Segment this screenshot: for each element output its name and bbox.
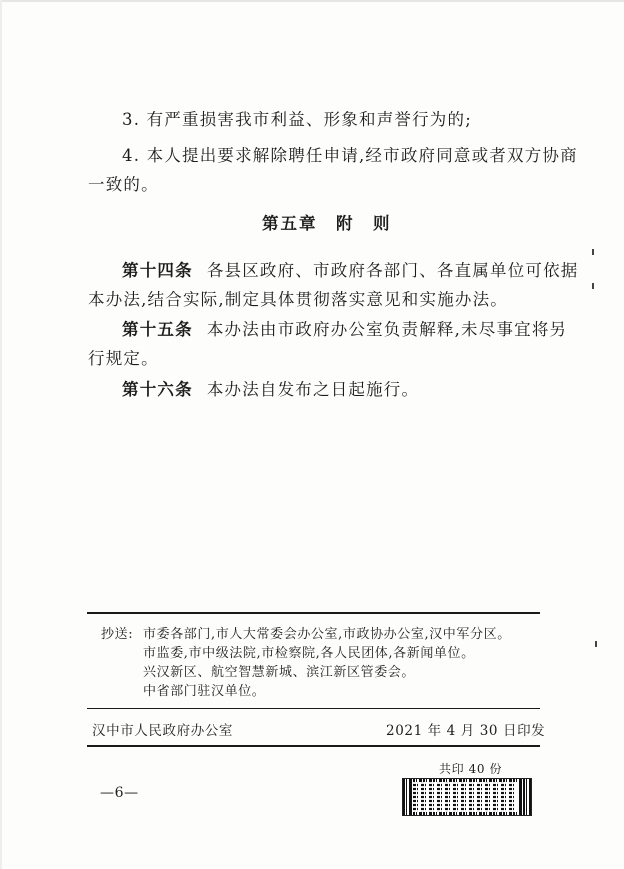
- cc-line-1: 市委各部门,市人大常委会办公室,市政协办公室,汉中军分区。: [143, 627, 511, 642]
- margin-mark: [592, 283, 594, 289]
- article-15-line1: [122, 320, 567, 340]
- barcode-image: [402, 778, 532, 816]
- footer-rule: [87, 745, 540, 747]
- article-14-label: 第十四条: [122, 261, 193, 280]
- article-16-line1: [122, 380, 419, 400]
- cc-label: 抄送:: [101, 627, 134, 642]
- article-15-line2: 行规定。: [88, 349, 159, 368]
- article-15-text: 本办法由市政府办公室负责解释,未尽事宜将另: [206, 320, 568, 339]
- cc-bottom-rule: [87, 708, 540, 709]
- article-16-label: 第十六条: [122, 380, 193, 399]
- list-item-4-line1: 4. 本人提出要求解除聘任申请,经市政府同意或者双方协商: [122, 146, 578, 165]
- copies-count: 共印 40 份: [439, 762, 503, 776]
- page-edge-top: [0, 0, 624, 2]
- margin-mark: [595, 641, 597, 647]
- cc-line-3: 兴汉新区、航空智慧新城、滨江新区管委会。: [143, 665, 416, 680]
- issue-date: 2021 年 4 月 30 日印发: [386, 723, 546, 739]
- list-item-3: 3. 有严重损害我市利益、形象和声誉行为的;: [122, 110, 472, 129]
- article-14-text: 各县区政府、市政府各部门、各直属单位可依据: [206, 261, 579, 280]
- cc-line-4: 中省部门驻汉单位。: [143, 684, 266, 699]
- issuer-name: 汉中市人民政府办公室: [92, 723, 233, 739]
- margin-mark: [592, 249, 594, 255]
- page-edge-left: [0, 0, 2, 869]
- page-number: —6—: [100, 785, 139, 801]
- barcode-pattern: [413, 782, 517, 812]
- article-14-line1: [122, 261, 579, 281]
- list-item-4-line2: 一致的。: [88, 175, 159, 194]
- article-14-line2: 本办法,结合实际,制定具体贯彻落实意见和实施办法。: [88, 290, 508, 309]
- article-16-text: 本办法自发布之日起施行。: [206, 380, 420, 399]
- cc-top-rule: [87, 612, 540, 614]
- article-15-label: 第十五条: [122, 320, 193, 339]
- cc-line-2: 市监委,市中级法院,市检察院,各人民团体,各新闻单位。: [143, 646, 475, 661]
- chapter-title: 第五章 附 则: [262, 214, 392, 233]
